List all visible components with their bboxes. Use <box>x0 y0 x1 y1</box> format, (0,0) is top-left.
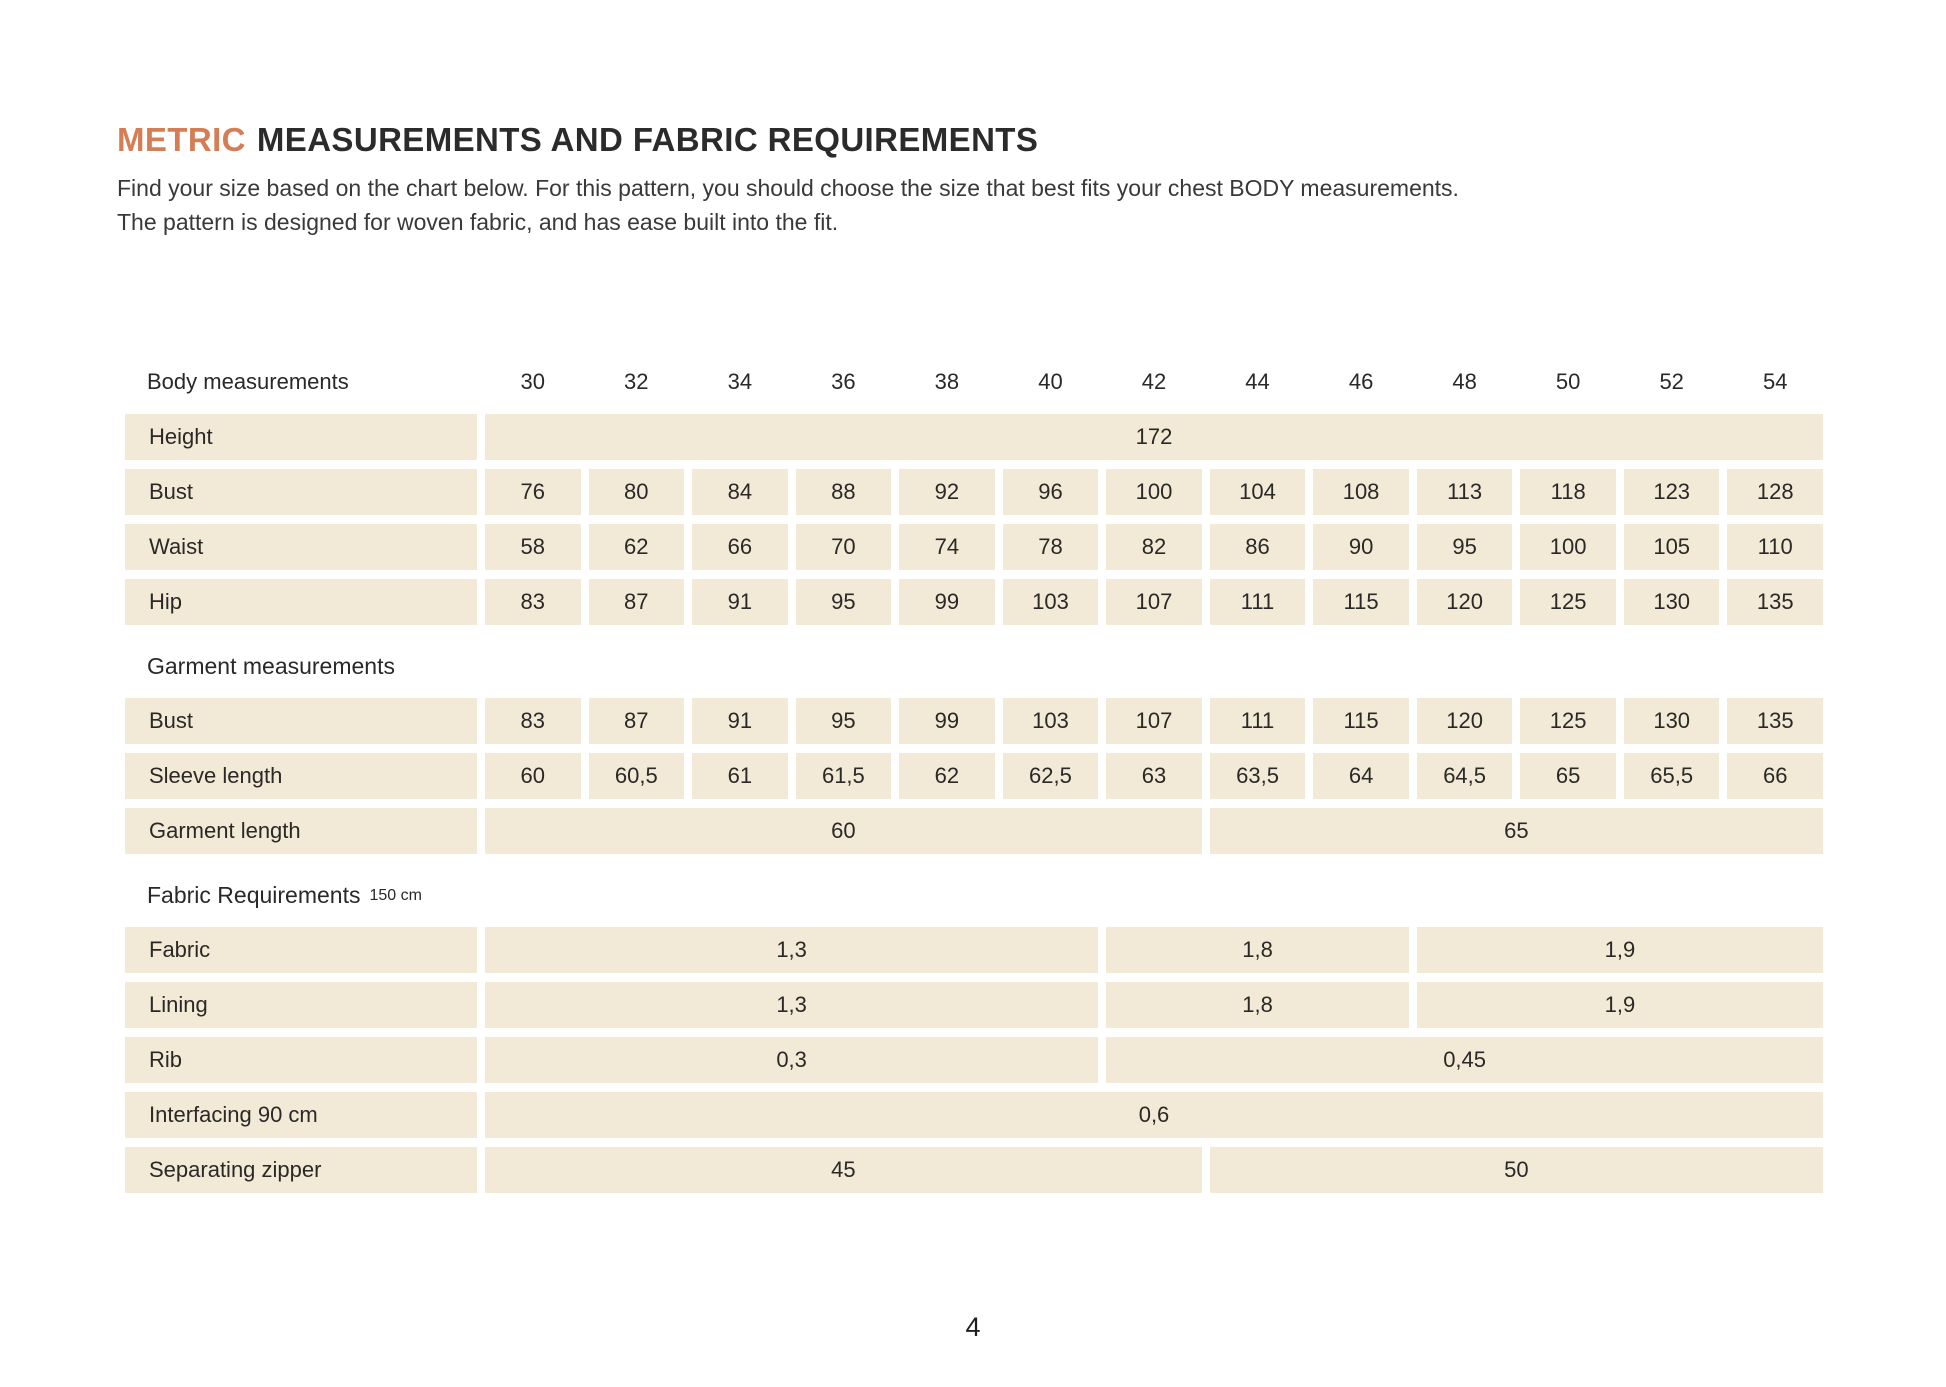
data-cell: 62 <box>899 753 995 799</box>
data-cell: 61,5 <box>796 753 892 799</box>
size-column-header: 44 <box>1245 369 1270 394</box>
row-label: Garment length <box>125 808 477 854</box>
size-column-header: 46 <box>1348 369 1374 394</box>
data-cell: 92 <box>899 469 995 515</box>
data-cell: 58 <box>485 524 581 570</box>
row-label: Height <box>125 414 477 460</box>
row-label: Waist <box>125 524 477 570</box>
row-label: Bust <box>125 469 477 515</box>
data-cell: 125 <box>1520 579 1616 625</box>
data-cell: 66 <box>692 524 788 570</box>
data-cell: 1,8 <box>1106 927 1409 973</box>
data-cell: 80 <box>589 469 685 515</box>
data-cell: 63,5 <box>1210 753 1306 799</box>
section-heading <box>125 634 1823 698</box>
data-cell: 120 <box>1417 579 1513 625</box>
page-header <box>117 122 1837 239</box>
size-column-header: 34 <box>727 369 753 394</box>
data-cell: 103 <box>1003 698 1099 744</box>
data-cell: 64 <box>1313 753 1409 799</box>
data-cell: 111 <box>1210 698 1306 744</box>
data-cell: 65 <box>1520 753 1616 799</box>
data-cell: 91 <box>692 698 788 744</box>
data-cell: 60,5 <box>589 753 685 799</box>
data-cell: 96 <box>1003 469 1099 515</box>
data-cell: 110 <box>1727 524 1823 570</box>
data-cell: 1,8 <box>1106 982 1409 1028</box>
data-cell: 87 <box>589 698 685 744</box>
section-heading-suffix: 150 cm <box>369 887 422 904</box>
data-cell: 70 <box>796 524 892 570</box>
size-column-header: 30 <box>520 369 545 394</box>
data-cell: 0,45 <box>1106 1037 1823 1083</box>
data-cell: 62 <box>589 524 685 570</box>
size-column-header: 38 <box>934 369 960 394</box>
data-cell: 0,6 <box>485 1092 1823 1138</box>
table-row <box>125 982 1823 1028</box>
corner-label: Body measurements <box>147 369 349 394</box>
section-heading-label: Fabric Requirements <box>147 881 361 908</box>
data-cell: 107 <box>1106 698 1202 744</box>
data-cell: 120 <box>1417 698 1513 744</box>
page-title <box>117 122 1837 158</box>
table-row <box>125 927 1823 973</box>
size-column-header: 42 <box>1141 369 1167 394</box>
size-column-header: 52 <box>1659 369 1684 394</box>
size-column-header: 40 <box>1038 369 1063 394</box>
data-cell: 95 <box>796 579 892 625</box>
data-cell: 64,5 <box>1417 753 1513 799</box>
data-cell: 88 <box>796 469 892 515</box>
data-cell: 115 <box>1313 579 1409 625</box>
data-cell: 82 <box>1106 524 1202 570</box>
data-cell: 87 <box>589 579 685 625</box>
data-cell: 123 <box>1624 469 1720 515</box>
data-cell: 50 <box>1210 1147 1823 1193</box>
data-cell: 104 <box>1210 469 1306 515</box>
row-label: Rib <box>125 1037 477 1083</box>
data-cell: 83 <box>485 698 581 744</box>
data-cell: 103 <box>1003 579 1099 625</box>
intro-paragraph <box>117 171 1837 239</box>
data-cell: 135 <box>1727 698 1823 744</box>
table-row <box>125 524 1823 570</box>
table-row <box>125 808 1823 854</box>
data-cell: 0,3 <box>485 1037 1098 1083</box>
data-cell: 1,3 <box>485 927 1098 973</box>
data-cell: 118 <box>1520 469 1616 515</box>
data-cell: 113 <box>1417 469 1513 515</box>
table-row <box>125 1092 1823 1138</box>
data-cell: 83 <box>485 579 581 625</box>
table-row <box>125 414 1823 460</box>
data-cell: 62,5 <box>1003 753 1099 799</box>
table-row <box>125 1037 1823 1083</box>
data-cell: 84 <box>692 469 788 515</box>
page-title-text: MEASUREMENTS AND FABRIC REQUIREMENTS <box>256 121 1039 158</box>
data-cell: 1,3 <box>485 982 1098 1028</box>
row-label: Separating zipper <box>125 1147 477 1193</box>
row-label: Interfacing 90 cm <box>125 1092 477 1138</box>
row-label: Bust <box>125 698 477 744</box>
data-cell: 95 <box>796 698 892 744</box>
intro-line-1: Find your size based on the chart below. For this pattern, you should choose the size that best fits your chest BODY measurements. <box>117 175 1459 202</box>
data-cell: 128 <box>1727 469 1823 515</box>
table-header-row <box>125 362 1823 402</box>
data-cell: 105 <box>1624 524 1720 570</box>
data-cell: 95 <box>1417 524 1513 570</box>
data-cell: 130 <box>1624 579 1720 625</box>
data-cell: 111 <box>1210 579 1306 625</box>
data-cell: 78 <box>1003 524 1099 570</box>
size-column-header: 32 <box>624 369 649 394</box>
row-label: Sleeve length <box>125 753 477 799</box>
intro-line-2: The pattern is designed for woven fabric, and has ease built into the fit. <box>117 209 839 236</box>
section-heading <box>125 863 1823 927</box>
size-column-header: 54 <box>1762 369 1788 394</box>
table-row <box>125 579 1823 625</box>
data-cell: 125 <box>1520 698 1616 744</box>
data-cell: 63 <box>1106 753 1202 799</box>
data-cell: 107 <box>1106 579 1202 625</box>
data-cell: 45 <box>485 1147 1202 1193</box>
row-label: Lining <box>125 982 477 1028</box>
data-cell: 66 <box>1727 753 1823 799</box>
data-cell: 100 <box>1520 524 1616 570</box>
data-cell: 60 <box>485 753 581 799</box>
row-label: Fabric <box>125 927 477 973</box>
data-cell: 130 <box>1624 698 1720 744</box>
data-cell: 74 <box>899 524 995 570</box>
data-cell: 100 <box>1106 469 1202 515</box>
data-cell: 115 <box>1313 698 1409 744</box>
data-cell: 108 <box>1313 469 1409 515</box>
data-cell: 91 <box>692 579 788 625</box>
data-cell: 1,9 <box>1417 982 1823 1028</box>
data-cell: 61 <box>692 753 788 799</box>
data-cell: 60 <box>485 808 1202 854</box>
data-cell: 86 <box>1210 524 1306 570</box>
table-row <box>125 753 1823 799</box>
size-column-header: 36 <box>831 369 856 394</box>
table-row <box>125 698 1823 744</box>
data-cell: 99 <box>899 698 995 744</box>
data-cell: 135 <box>1727 579 1823 625</box>
data-cell: 65,5 <box>1624 753 1720 799</box>
section-heading-label: Garment measurements <box>147 652 395 679</box>
page-number: 4 <box>965 1312 981 1342</box>
data-cell: 99 <box>899 579 995 625</box>
data-cell: 65 <box>1210 808 1823 854</box>
data-cell: 1,9 <box>1417 927 1823 973</box>
table-row <box>125 469 1823 515</box>
data-cell: 90 <box>1313 524 1409 570</box>
data-cell: 172 <box>485 414 1823 460</box>
size-column-header: 48 <box>1452 369 1477 394</box>
size-column-header: 50 <box>1555 369 1581 394</box>
data-cell: 76 <box>485 469 581 515</box>
table-row <box>125 1147 1823 1193</box>
row-label: Hip <box>125 579 477 625</box>
page-title-accent: METRIC <box>117 121 246 158</box>
size-table <box>125 362 1823 1202</box>
